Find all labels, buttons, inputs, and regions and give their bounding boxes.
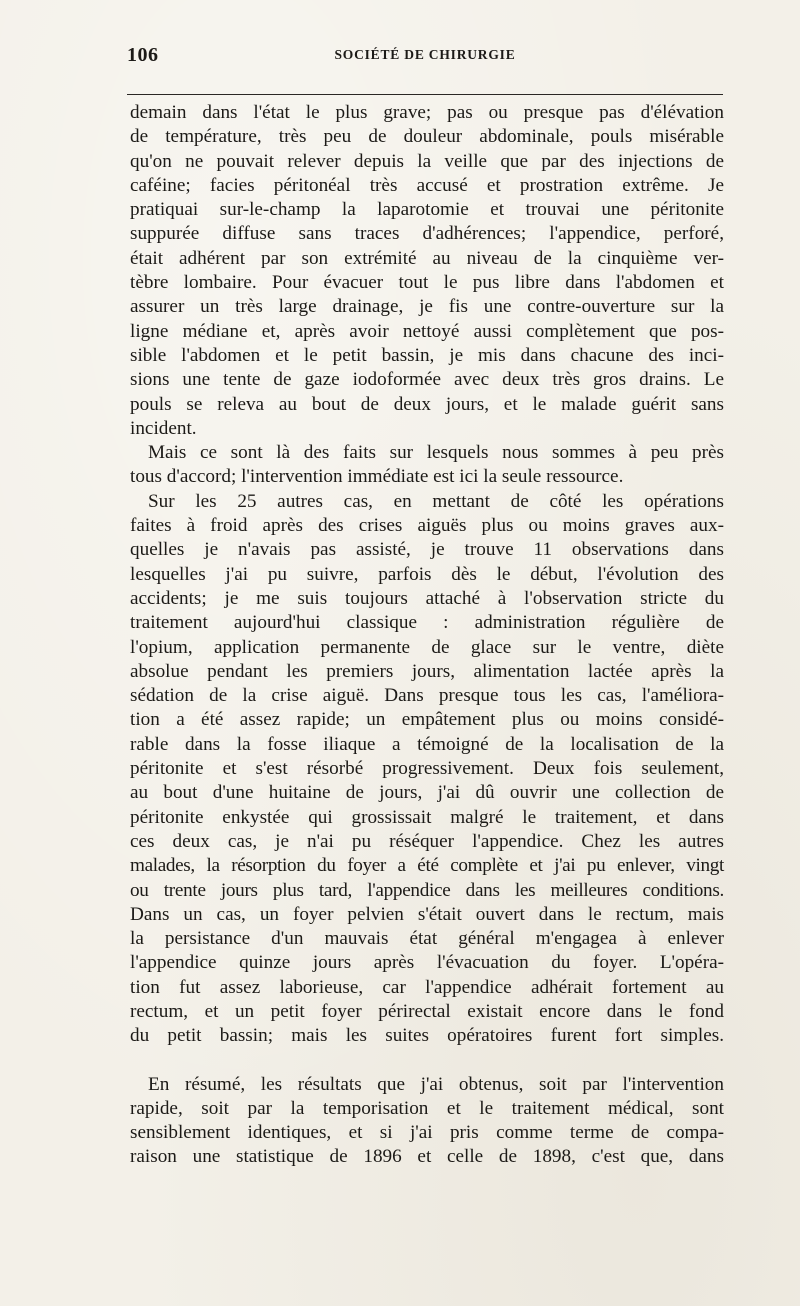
text-line: ou trente jours plus tard, l'appendice dans les meilleures conditions. <box>130 879 724 901</box>
text-line: raison une statistique de 1896 et celle de 1898, c'est que, dans <box>130 1146 724 1168</box>
paragraph <box>130 490 724 1049</box>
text-line: l'appendice quinze jours après l'évacuation du foyer. L'opéra- <box>130 952 724 974</box>
text-line: rapide, soit par la temporisation et le traitement médical, sont <box>130 1097 724 1119</box>
text-line: traitement aujourd'hui classique : administration régulière de <box>130 612 724 634</box>
text-line: pouls se releva au bout de deux jours, et le malade guérit sans <box>130 393 724 415</box>
text-line: incident. <box>130 417 197 439</box>
text-line: l'opium, application permanente de glace sur le ventre, diète <box>130 636 724 658</box>
text-line: Dans un cas, un foyer pelvien s'était ouvert dans le rectum, mais <box>130 903 724 925</box>
text-line: rectum, et un petit foyer périrectal existait encore dans le fond <box>130 1000 724 1022</box>
text-line: sensiblement identiques, et si j'ai pris comme terme de compa- <box>130 1122 724 1144</box>
text-line: suppurée diffuse sans traces d'adhérences; l'appendice, perforé, <box>130 223 724 245</box>
text-line: était adhérent par son extrémité au niveau de la cinquième ver- <box>130 247 724 269</box>
text-line: la persistance d'un mauvais état général m'engagea à enlever <box>130 928 724 950</box>
paragraph <box>130 441 724 490</box>
text-line: tous d'accord; l'intervention immédiate est ici la seule ressource. <box>130 466 624 488</box>
body-text <box>130 101 724 1170</box>
running-title: SOCIÉTÉ DE CHIRURGIE <box>334 47 516 62</box>
text-line: de température, très peu de douleur abdominale, pouls misérable <box>130 126 724 148</box>
paragraph <box>130 1073 724 1170</box>
text-line: demain dans l'état le plus grave; pas ou presque pas d'élévation <box>130 102 724 123</box>
text-line: sible l'abdomen et le petit bassin, je mis dans chacune des inci- <box>130 344 724 366</box>
text-line: sions une tente de gaze iodoformée avec deux très gros drains. Le <box>130 369 724 391</box>
text-line: faites à froid après des crises aiguës plus ou moins graves aux- <box>130 515 724 537</box>
page-number: 106 <box>127 44 159 66</box>
header-rule <box>127 94 723 95</box>
text-line: Sur les 25 autres cas, en mettant de côté les opérations <box>148 490 724 512</box>
text-line: au bout d'une huitaine de jours, j'ai dû ouvrir une collection de <box>130 782 724 804</box>
text-line: caféine; facies péritonéal très accusé et prostration extrême. Je <box>130 174 724 196</box>
text-line: tion a été assez rapide; un empâtement plus ou moins considé- <box>130 709 724 731</box>
text-line: rable dans la fosse iliaque a témoigné de la localisation de la <box>130 733 724 755</box>
text-line: du petit bassin; mais les suites opératoires furent fort simples. <box>130 1025 724 1047</box>
page-header <box>127 44 723 74</box>
text-line: quelles je n'avais pas assisté, je trouve 11 observations dans <box>130 539 724 561</box>
text-line: malades, la résorption du foyer a été complète et j'ai pu enlever, vingt <box>130 855 724 877</box>
text-line: tèbre lombaire. Pour évacuer tout le pus libre dans l'abdomen et <box>130 272 724 294</box>
text-line: assurer un très large drainage, je fis une contre-ouverture sur la <box>130 296 724 318</box>
text-line: Mais ce sont là des faits sur lesquels nous sommes à peu près <box>148 442 724 464</box>
text-line: absolue pendant les premiers jours, alimentation lactée après la <box>130 660 724 682</box>
text-line: péritonite enkystée qui grossissait malgré le traitement, et dans <box>130 806 724 828</box>
text-line: pratiquai sur-le-champ la laparotomie et trouvai une péritonite <box>130 199 724 221</box>
text-line: ligne médiane et, après avoir nettoyé aussi complètement que pos- <box>130 320 724 342</box>
text-line: accidents; je me suis toujours attaché à l'observation stricte du <box>130 587 724 609</box>
paragraph-gap <box>130 1049 724 1073</box>
text-line: En résumé, les résultats que j'ai obtenus, soit par l'intervention <box>148 1073 724 1095</box>
text-line: sédation de la crise aiguë. Dans presque tous les cas, l'améliora- <box>130 685 724 707</box>
text-line: qu'on ne pouvait relever depuis la veille que par des injections de <box>130 150 724 172</box>
text-line: lesquelles j'ai pu suivre, parfois dès le début, l'évolution des <box>130 563 724 585</box>
text-line: tion fut assez laborieuse, car l'appendice adhérait fortement au <box>130 976 724 998</box>
text-line: péritonite et s'est résorbé progressivement. Deux fois seulement, <box>130 758 724 780</box>
text-line: ces deux cas, je n'ai pu réséquer l'appendice. Chez les autres <box>130 830 724 852</box>
paragraph <box>130 101 724 441</box>
